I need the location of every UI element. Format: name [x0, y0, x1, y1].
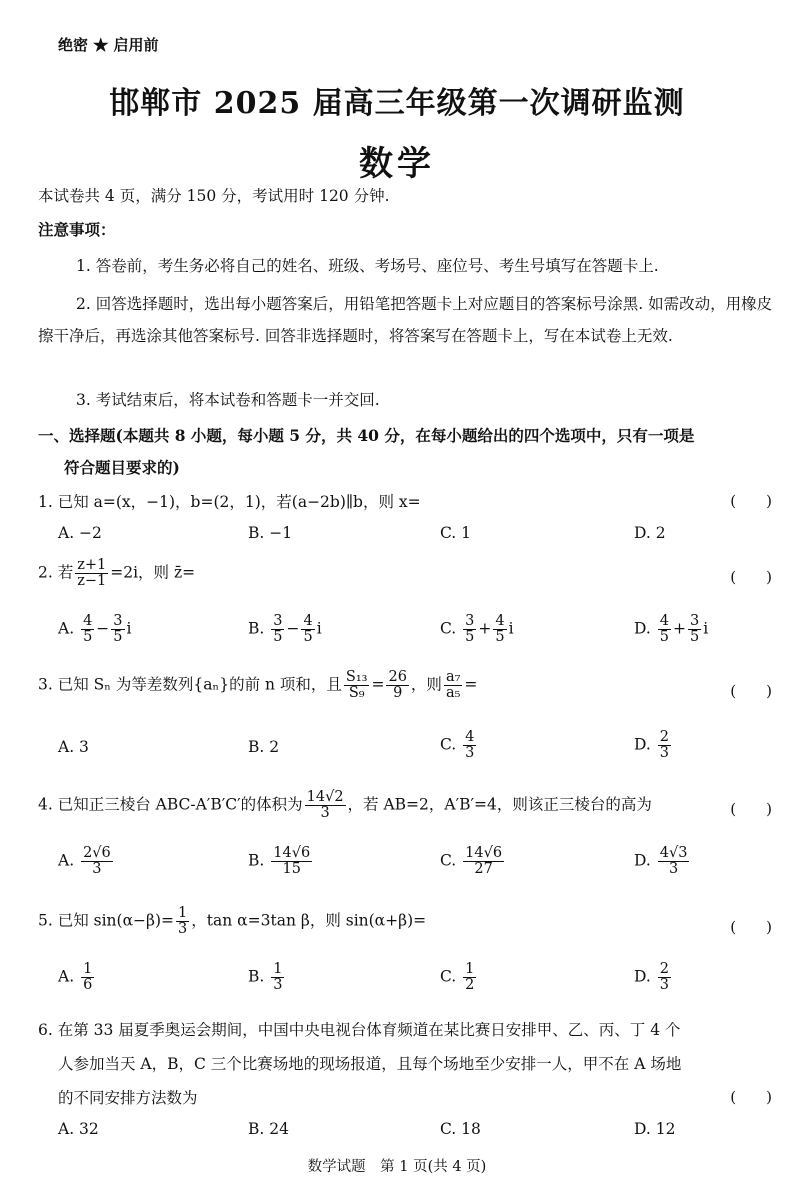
q3-f2-num: 26: [388, 669, 407, 685]
q4-option-d: [634, 846, 691, 877]
q2-d-f2-den: 5: [689, 629, 700, 646]
q3-c-num: 4: [465, 729, 475, 745]
q2-c-unit: i: [508, 619, 514, 638]
q5-option-c: [440, 962, 478, 993]
q3-c-label: C.: [440, 735, 462, 754]
q3-option-c: [440, 730, 478, 761]
q4-a-den: 3: [92, 861, 102, 878]
answer-blank-1: ( ): [730, 492, 772, 510]
q5-option-b: [248, 962, 286, 993]
q2-prefix: 2. 若: [38, 563, 74, 582]
q4-b-label: B.: [248, 851, 270, 870]
q2-d-f2-num: 3: [689, 613, 700, 629]
q2-option-c: [440, 614, 514, 645]
q3-eq: =: [371, 675, 385, 694]
q6-option-d: D. 12: [634, 1120, 676, 1138]
exam-title: 邯郸市 2025 届高三年级第一次调研监测: [109, 86, 685, 121]
q6-option-c: C. 18: [440, 1120, 481, 1138]
q5-c-den: 2: [465, 977, 475, 994]
q3-prefix: 3. 已知 Sₙ 为等差数列{aₙ}的前 n 项和，且: [38, 675, 342, 694]
question-6-line3: 的不同安排方法数为: [58, 1089, 198, 1107]
note-1: 1. 答卷前，考生务必将自己的姓名、班级、考场号、座位号、考生号填写在答题卡上.: [76, 257, 659, 275]
q2-c-f2-den: 5: [495, 629, 505, 646]
q2-fraction: [75, 558, 108, 589]
q4-d-label: D.: [634, 851, 656, 870]
section-heading-line1: 一、选择题(本题共 8 小题，每小题 5 分，共 40 分，在每小题给出的四个选项中，只有一项是: [38, 426, 695, 445]
q3-d-label: D.: [634, 735, 656, 754]
q4-d-den: 3: [668, 861, 679, 878]
q4-c-label: C.: [440, 851, 462, 870]
q5-num: 1: [178, 905, 188, 921]
q3-option-b: B. 2: [248, 738, 280, 756]
q3-option-d: [634, 730, 673, 761]
q3-d-den: 3: [659, 745, 669, 762]
question-6-line2: 人参加当天 A，B，C 三个比赛场地的现场报道，且每个场地至少安排一人，甲不在 A 场地: [58, 1055, 682, 1073]
q5-b-label: B.: [248, 967, 270, 986]
q5-option-d: [634, 962, 673, 993]
q5-d-den: 3: [659, 977, 669, 994]
q1-option-b: B. −1: [248, 524, 293, 542]
q5-a-den: 6: [83, 977, 93, 994]
q2-option-a: [58, 614, 132, 645]
q1-option-a: A. −2: [58, 524, 102, 542]
q4-a-num: 2√6: [83, 845, 111, 861]
q5-a-num: 1: [83, 961, 93, 977]
q4-den: 3: [320, 805, 330, 822]
answer-blank-3: ( ): [730, 682, 772, 700]
intro-text: 本试卷共 4 页，满分 150 分，考试用时 120 分钟.: [38, 187, 390, 205]
q3-then: ，则: [410, 675, 442, 694]
q5-b-den: 3: [273, 977, 283, 994]
q2-b-f1-num: 3: [273, 613, 283, 629]
q5-c-num: 1: [465, 961, 475, 977]
q2-b-op: −: [286, 619, 300, 638]
q2-b-unit: i: [316, 619, 322, 638]
question-6-line1: 6. 在第 33 届夏季奥运会期间，中国中央电视台体育频道在某比赛日安排甲、乙、丙、丁 4 个: [38, 1021, 681, 1039]
q5-b-num: 1: [273, 961, 283, 977]
q1-option-c: C. 1: [440, 524, 472, 542]
q4-a-label: A.: [58, 851, 80, 870]
confidential-label: 绝密 ★ 启用前: [58, 36, 159, 54]
q4-d-num: 4√3: [659, 845, 688, 861]
q2-a-op: −: [96, 619, 110, 638]
q4-b-den: 15: [282, 861, 301, 878]
q5-c-label: C.: [440, 967, 462, 986]
note-2: 2. 回答选择题时，选出每小题答案后，用铅笔把答题卡上对应题目的答案标号涂黑. 如需改动，用橡皮擦干净后，再选涂其他答案标号. 回答非选择题时，将答案写在答题卡上，写在本试卷上无效.: [38, 295, 773, 345]
q3-option-a: A. 3: [58, 738, 89, 756]
q3-d-num: 2: [659, 729, 669, 745]
q4-c-den: 27: [474, 861, 493, 878]
q5-option-a: [58, 962, 96, 993]
q2-d-f1-num: 4: [659, 613, 669, 629]
q3-c-den: 3: [465, 745, 475, 762]
q2-d-f1-den: 5: [659, 629, 669, 646]
subject-title: 数学: [359, 144, 435, 184]
q3-f3-den: a₅: [445, 685, 461, 702]
answer-blank-2: ( ): [730, 568, 772, 586]
answer-blank-5: ( ): [730, 918, 772, 936]
q2-c-op: +: [478, 619, 492, 638]
note-3: 3. 考试结束后，将本试卷和答题卡一并交回.: [76, 391, 380, 409]
q2-d-unit: i: [703, 619, 709, 638]
q2-b-f1-den: 5: [273, 629, 283, 646]
answer-blank-6: ( ): [730, 1088, 772, 1106]
q2-d-op: +: [672, 619, 686, 638]
q4-num: 14√2: [306, 789, 344, 805]
question-3-stem: [38, 670, 477, 701]
q5-d-num: 2: [659, 961, 669, 977]
q6-option-b: B. 24: [248, 1120, 289, 1138]
q2-option-d: [634, 614, 708, 645]
q4-prefix: 4. 已知正三棱台 ABC-A′B′C′的体积为: [38, 795, 303, 814]
q1-option-d: D. 2: [634, 524, 666, 542]
q3-f2-den: 9: [393, 685, 403, 702]
q3-f1-num: S₁₃: [345, 669, 368, 685]
q4-option-a: [58, 846, 115, 877]
q5-a-label: A.: [58, 967, 80, 986]
question-5-stem: [38, 906, 426, 937]
question-2-stem: [38, 558, 195, 589]
q4-option-b: [248, 846, 314, 877]
q2-a-f1-den: 5: [83, 629, 93, 646]
question-4-stem: [38, 790, 652, 821]
q3-f1-den: S₉: [348, 685, 365, 702]
q2-b-f2-num: 4: [303, 613, 313, 629]
question-1-stem: 1. 已知 a=(x，−1)，b=(2，1)，若(a−2b)∥b，则 x=: [38, 493, 421, 511]
q5-prefix: 5. 已知 sin(α−β)=: [38, 911, 175, 930]
q2-option-b: [248, 614, 322, 645]
notes-heading: 注意事项：: [38, 220, 116, 239]
q3-suffix: =: [464, 675, 478, 694]
answer-blank-4: ( ): [730, 800, 772, 818]
q2-denominator: z−1: [77, 573, 107, 590]
q2-a-f1-num: 4: [83, 613, 93, 629]
q2-d-label: D.: [634, 619, 656, 638]
q5-d-label: D.: [634, 967, 656, 986]
q2-suffix: =2i，则 z̄=: [110, 563, 196, 582]
section-heading-line2: 符合题目要求的): [64, 458, 180, 477]
q5-suffix: ，tan α=3tan β，则 sin(α+β)=: [191, 911, 427, 930]
q2-numerator: z+1: [77, 557, 107, 573]
q2-c-f1-den: 5: [465, 629, 475, 646]
q2-a-label: A.: [58, 619, 80, 638]
q2-a-unit: i: [126, 619, 132, 638]
q2-c-f1-num: 3: [465, 613, 475, 629]
q4-option-c: [440, 846, 506, 877]
q2-b-f2-den: 5: [303, 629, 313, 646]
q2-a-f2-num: 3: [113, 613, 123, 629]
q2-b-label: B.: [248, 619, 270, 638]
q2-c-f2-num: 4: [495, 613, 505, 629]
q2-c-label: C.: [440, 619, 462, 638]
page-footer: 数学试题 第 1 页(共 4 页): [307, 1159, 487, 1175]
q2-a-f2-den: 5: [113, 629, 123, 646]
q4-suffix: ，若 AB=2，A′B′=4，则该正三棱台的高为: [347, 795, 652, 814]
q3-f3-num: a₇: [445, 669, 461, 685]
q4-b-num: 14√6: [273, 845, 311, 861]
q6-option-a: A. 32: [58, 1120, 99, 1138]
q5-den: 3: [178, 921, 188, 938]
q4-c-num: 14√6: [465, 845, 503, 861]
